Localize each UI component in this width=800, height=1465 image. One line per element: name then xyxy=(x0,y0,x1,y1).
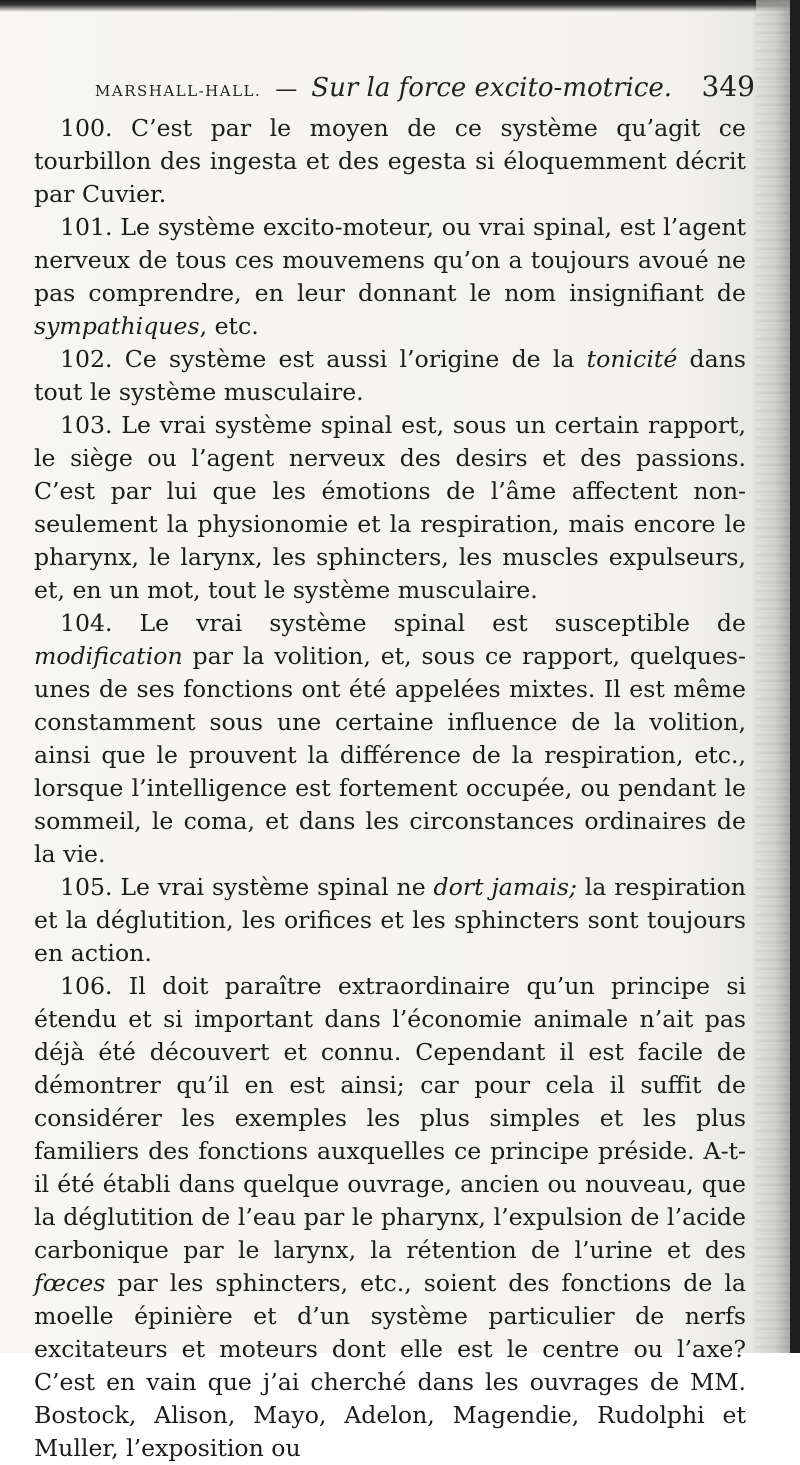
binding-edge xyxy=(790,0,800,1353)
paragraph-104-text: 104. Le vrai système spinal est susceptible de xyxy=(60,609,746,637)
paragraph-100 xyxy=(34,112,746,211)
paragraph-101-text: 101. Le système excito-moteur, ou vrai spinal, est l’agent nerveux de tous ces mouvemens qu’on a toujours avoué ne pas comprendre, en leur donnant le nom insignifiant de xyxy=(34,213,746,307)
paragraph-106 xyxy=(34,970,746,1465)
paragraph-105-emphasis: dort jamais; xyxy=(433,873,577,901)
paragraph-106-tail: par les sphincters, etc., soient des fonctions de la moelle épinière et d’un système particulier de nerfs excitateurs et moteurs dont elle est le centre ou l’axe? C’est en vain que j’ai cherché dans les ouvrages de MM. Bostock, Alison, Mayo, Adelon, Magendie, Rudolphi et Muller, l’exposition ou xyxy=(34,1269,746,1462)
page-top-edge xyxy=(0,0,800,12)
paragraph-103-text: 103. Le vrai système spinal est, sous un certain rapport, le siège ou l’agent nerveux des desirs et des passions. C’est par lui que les émotions de l’âme affectent non-seulement la physionomie et la respiration, mais encore le pharynx, le larynx, les sphincters, les muscles expulseurs, et, en un mot, tout le système musculaire. xyxy=(34,411,746,604)
paragraph-105 xyxy=(34,871,746,970)
paragraph-100-text: 100. C’est par le moyen de ce système qu’agit ce tourbillon des ingesta et des egesta si éloquemment décrit par Cuvier. xyxy=(34,114,746,208)
header-title: Sur la force excito-motrice. xyxy=(311,73,673,103)
paragraph-102-tail: dans tout le système musculaire. xyxy=(34,345,746,406)
paragraph-102-emphasis: tonicité xyxy=(586,345,678,373)
header-separator: — xyxy=(275,77,298,102)
page-body xyxy=(34,112,746,1465)
paragraph-105-text: 105. Le vrai système spinal ne xyxy=(60,873,434,901)
paragraph-104-emphasis: modification xyxy=(34,642,183,670)
paragraph-101-tail: , etc. xyxy=(199,312,259,340)
paragraph-106-emphasis: fœces xyxy=(34,1269,106,1297)
paragraph-102-text: 102. Ce système est aussi l’origine de la xyxy=(60,345,587,373)
paragraph-104 xyxy=(34,607,746,871)
running-header xyxy=(95,70,755,110)
page-number: 349 xyxy=(701,70,755,103)
paragraph-105-tail: la respiration et la déglutition, les orifices et les sphincters sont toujours en action. xyxy=(34,873,746,967)
paragraph-102 xyxy=(34,343,746,409)
paragraph-103 xyxy=(34,409,746,607)
header-author: MARSHALL-HALL. xyxy=(95,82,262,100)
paragraph-101-emphasis: sympathiques xyxy=(34,312,200,340)
paragraph-104-tail: par la volition, et, sous ce rapport, quelques-unes de ses fonctions ont été appelées mixtes. Il est même constamment sous une certaine influence de la volition, ainsi que le prouvent la différence de la respiration, etc., lorsque l’intelligence est fortement occupée, ou pendant le sommeil, le coma, et dans les circonstances ordinaires de la vie. xyxy=(34,642,746,868)
paragraph-101 xyxy=(34,211,746,343)
paragraph-106-text: 106. Il doit paraître extraordinaire qu’un principe si étendu et si important dans l’économie animale n’ait pas déjà été découvert et connu. Cependant il est facile de démontrer qu’il en est ainsi; car pour cela il suffit de considérer les exemples les plus simples et les plus familiers des fonctions auxquelles ce principe préside. A-t-il été établi dans quelque ouvrage, ancien ou nouveau, que la déglutition de l’eau par le pharynx, l’expulsion de l’acide carbonique par le larynx, la rétention de l’urine et des xyxy=(34,972,746,1264)
